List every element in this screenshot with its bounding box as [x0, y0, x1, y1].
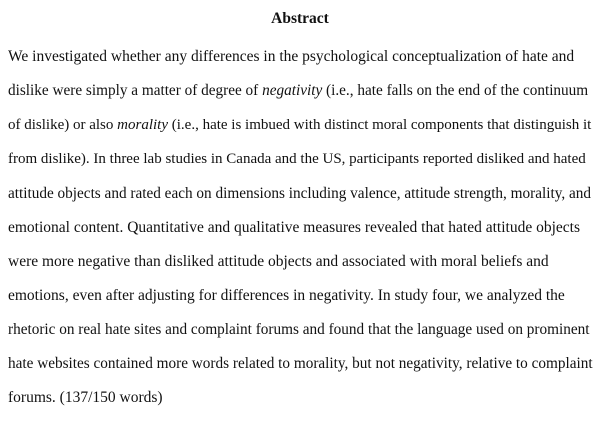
abstract-line-10: hate websites contained more words related to morality, but not negativity, relative to complaint: [8, 355, 593, 372]
abstract-line-9: rhetoric on real hate sites and complaint forums and found that the language used on prominent: [8, 321, 590, 338]
abstract-line-5: attitude objects and rated each on dimensions including valence, attitude strength, morality, and: [8, 185, 591, 202]
abstract-line-1: We investigated whether any differences in the psychological conceptualization of hate and: [8, 48, 575, 65]
term-morality: morality: [117, 117, 168, 133]
abstract-line-8: emotions, even after adjusting for differences in negativity. In study four, we analyzed the: [8, 287, 565, 304]
abstract-line-2-start: dislike were simply a matter of degree of: [8, 82, 263, 99]
abstract-line-3-start: of dislike) or also: [8, 117, 118, 133]
abstract-line-2: [8, 81, 588, 101]
abstract-line-7: were more negative than disliked attitude objects and associated with moral beliefs and: [8, 253, 549, 270]
abstract-line-3: [8, 115, 591, 135]
abstract-line-11: forums. (137/150 words): [8, 389, 163, 406]
abstract-line-4: from dislike). In three lab studies in Canada and the US, participants reported disliked and hated: [8, 151, 586, 167]
abstract-line-6: emotional content. Quantitative and qualitative measures revealed that hated attitude objects: [8, 219, 581, 236]
abstract-line-2-end: (i.e., hate falls on the end of the continuum: [322, 82, 589, 99]
abstract-line-3-end: (i.e., hate is imbued with distinct moral components that distinguish it: [168, 117, 592, 133]
term-negativity: negativity: [262, 82, 323, 99]
abstract-title: Abstract: [271, 10, 329, 27]
